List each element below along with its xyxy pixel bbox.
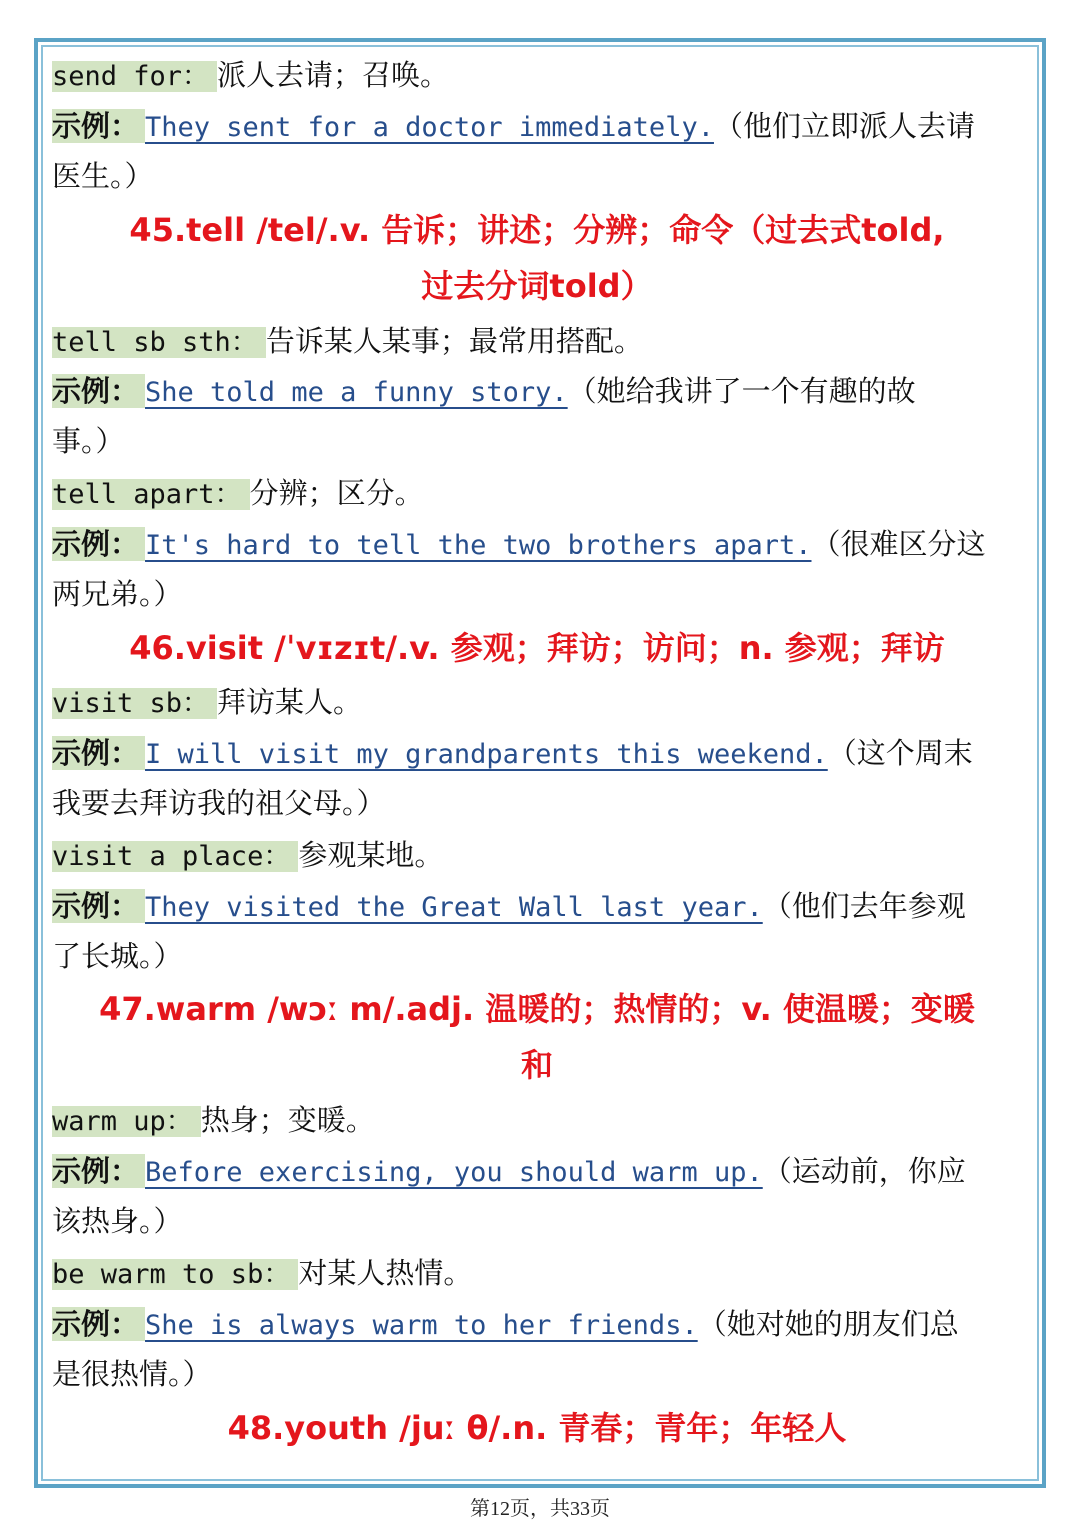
phrase-meaning: 派人去请；召唤。 [217, 58, 450, 92]
example-chinese: （运动前，你应 [762, 1154, 966, 1188]
phrase-meaning: 热身；变暖。 [200, 1103, 375, 1137]
example-chinese: （她对她的朋友们总 [697, 1307, 959, 1341]
example-line [52, 728, 1022, 780]
word-heading: 45.tell /tel/.v. 告诉；讲述；分辨；命令（过去式told, [129, 211, 945, 249]
example-chinese: （他们立即派人去请 [713, 109, 975, 143]
example-line-cont [52, 1349, 1022, 1399]
phrase-line [52, 1248, 1022, 1300]
example-label: 示例： [52, 109, 145, 143]
example-chinese-cont: 该热身。） [52, 1204, 183, 1238]
phrase-term: tell apart： [52, 479, 250, 510]
phrase-term: visit a place： [52, 841, 298, 872]
phrase-meaning: 拜访某人。 [217, 685, 363, 719]
example-chinese: （很难区分这 [811, 527, 986, 561]
phrase-meaning: 参观某地。 [298, 838, 444, 872]
page-number: 第12页，共33页 [470, 1498, 610, 1520]
phrase-line [52, 50, 1022, 102]
example-chinese-cont: 了长城。） [52, 939, 183, 973]
example-line-cont [52, 151, 1022, 201]
example-line-cont [52, 931, 1022, 981]
phrase-line [52, 830, 1022, 882]
example-english: I will visit my grandparents this weekend. [145, 739, 828, 770]
word-heading: 47.warm /wɔː m/.adj. 温暖的；热情的；v. 使温暖；变暖 [99, 990, 975, 1028]
phrase-meaning: 分辨；区分。 [249, 476, 424, 510]
example-chinese-cont: 我要去拜访我的祖父母。） [52, 786, 386, 820]
example-line [52, 881, 1022, 933]
example-chinese: （她给我讲了一个有趣的故 [567, 374, 916, 408]
example-line [52, 101, 1022, 153]
example-label: 示例： [52, 527, 145, 561]
word-heading-cont: 和 [520, 1046, 553, 1084]
example-line-cont [52, 778, 1022, 828]
example-line [52, 1146, 1022, 1198]
example-line-cont [52, 416, 1022, 466]
example-chinese-cont: 是很热情。） [52, 1357, 212, 1391]
phrase-line [52, 677, 1022, 729]
example-english: Before exercising, you should warm up. [145, 1157, 763, 1188]
word-heading: 48.youth /juː θ/.n. 青春；青年；年轻人 [227, 1409, 847, 1447]
phrase-term: send for： [52, 61, 217, 92]
phrase-term: be warm to sb： [52, 1259, 298, 1290]
example-english: It's hard to tell the two brothers apart. [145, 530, 812, 561]
example-chinese-cont: 事。） [52, 424, 125, 458]
example-chinese: （这个周末 [827, 736, 973, 770]
phrase-line [52, 316, 1022, 368]
phrase-meaning: 对某人热情。 [298, 1256, 473, 1290]
example-line [52, 519, 1022, 571]
example-english: She told me a funny story. [145, 377, 568, 408]
phrase-line [52, 1095, 1022, 1147]
example-english: They visited the Great Wall last year. [145, 892, 763, 923]
phrase-term: tell sb sth： [52, 327, 266, 358]
example-chinese-cont: 医生。） [52, 159, 154, 193]
word-heading: 46.visit /ˈvɪzɪt/.v. 参观；拜访；访问；n. 参观；拜访 [129, 629, 945, 667]
example-label: 示例： [52, 374, 145, 408]
word-heading-cont: 过去分词told） [421, 267, 653, 305]
phrase-term: visit sb： [52, 688, 217, 719]
example-label: 示例： [52, 1154, 145, 1188]
example-label: 示例： [52, 736, 145, 770]
example-line [52, 366, 1022, 418]
example-line-cont [52, 1196, 1022, 1246]
example-line-cont [52, 569, 1022, 619]
example-line [52, 1299, 1022, 1351]
phrase-line [52, 468, 1022, 520]
example-english: She is always warm to her friends. [145, 1310, 698, 1341]
example-chinese: （他们去年参观 [762, 889, 966, 923]
phrase-term: warm up： [52, 1106, 201, 1137]
example-label: 示例： [52, 889, 145, 923]
example-chinese-cont: 两兄弟。） [52, 577, 183, 611]
example-label: 示例： [52, 1307, 145, 1341]
phrase-meaning: 告诉某人某事；最常用搭配。 [265, 324, 643, 358]
example-english: They sent for a doctor immediately. [145, 112, 714, 143]
